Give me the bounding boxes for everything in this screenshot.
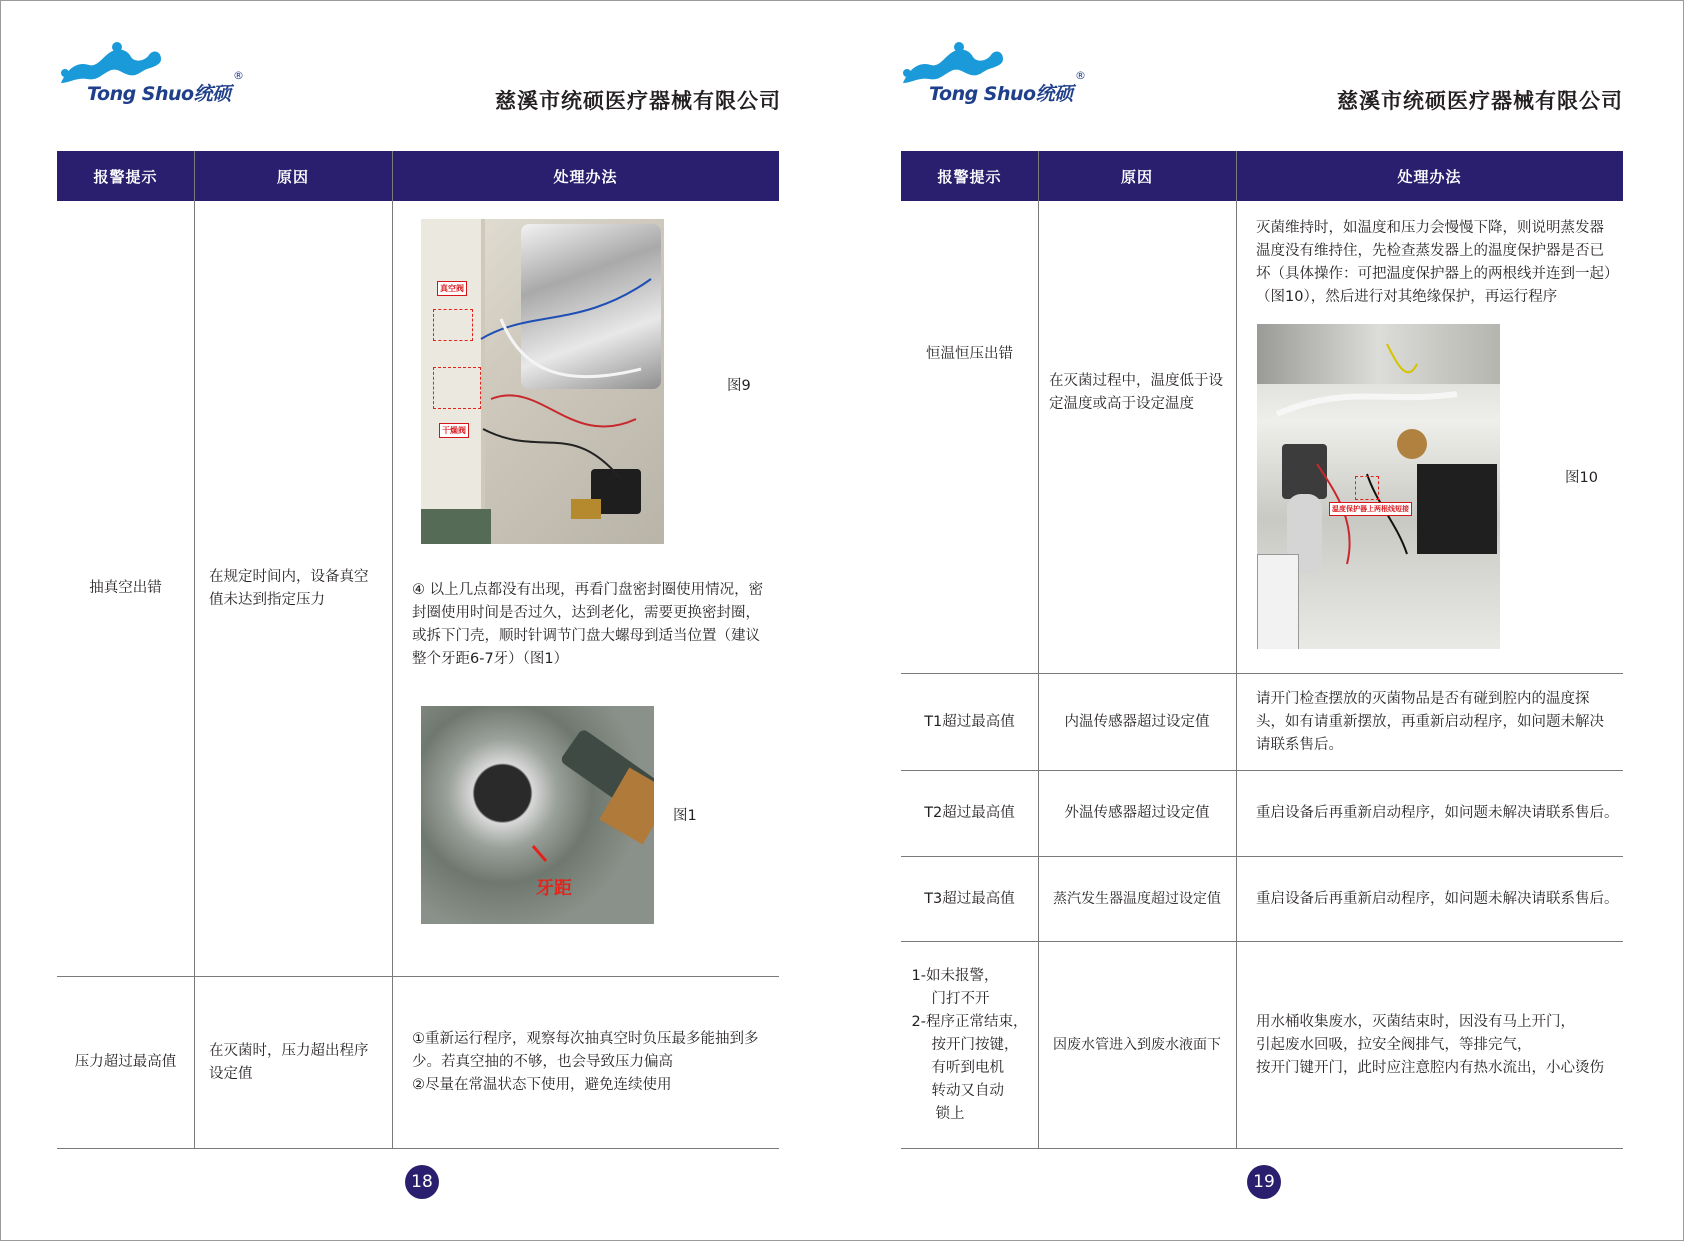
alarm-line: 锁上 xyxy=(935,1105,965,1122)
cause-cell xyxy=(209,977,369,1148)
alarm-cell xyxy=(901,942,1038,1148)
alarm-cell: 压力超过最高值 xyxy=(74,1054,177,1070)
header-alarm: 报警提示 xyxy=(93,167,158,186)
cause-cell: 蒸汽发生器温度超过设定值 xyxy=(1053,890,1221,907)
page-19 xyxy=(843,1,1684,1242)
solution-line: ①重新运行程序，观察每次抽真空时负压最多能抽到多少。若真空抽的不够，也会导致压力偏高 xyxy=(412,1031,759,1070)
column-divider xyxy=(1236,151,1237,1149)
alarm-cell: 抽真空出错 xyxy=(89,580,162,596)
page-number: 19 xyxy=(1247,1165,1281,1199)
solution-cell xyxy=(1256,857,1623,941)
alarm-line: 按开门按键， xyxy=(931,1036,1019,1053)
column-divider xyxy=(194,151,195,1149)
row-divider xyxy=(57,1148,779,1149)
alarm-line: 1-如未报警， xyxy=(911,967,999,984)
solution-text: 灭菌维持时，如温度和压力会慢慢下降，则说明蒸发器温度没有维持住，先检查蒸发器上的温度保护器是否已坏（具体操作：可把温度保护器上的两根线并连到一起）（图10），然后进行对其绝缘保护，再运行程序 xyxy=(1256,220,1612,305)
header-solution: 处理办法 xyxy=(1397,167,1462,186)
figure-9-photo xyxy=(421,219,664,544)
solution-line: ②尽量在常温状态下使用，避免连续使用 xyxy=(412,1077,672,1093)
company-name: 慈溪市统硕医疗器械有限公司 xyxy=(495,89,781,113)
registered-mark: ® xyxy=(1075,69,1086,82)
alarm-line: 2-程序正常结束， xyxy=(911,1013,1028,1030)
solution-cell xyxy=(1256,771,1623,856)
cause-text: 在灭菌过程中，温度低于设定温度或高于设定温度 xyxy=(1049,372,1223,412)
cause-text: 在灭菌时，压力超出程序设定值 xyxy=(209,1042,369,1082)
alarm-cell: T2超过最高值 xyxy=(924,805,1015,821)
alarm-cell: T3超过最高值 xyxy=(924,890,1015,907)
figure-10-label: 图10 xyxy=(1565,470,1598,486)
solution-text: 重启设备后再重新启动程序，如问题未解决请联系售后。 xyxy=(1256,805,1619,821)
header-cause: 原因 xyxy=(276,167,309,186)
solution-note: ④ 以上几点都没有出现，再看门盘密封圈使用情况，密封圈使用时间是否过久，达到老化，需要更换密封圈，或拆下门壳，顺时针调节门盘大螺母到适当位置（建议整个牙距6-7牙）（图1） xyxy=(412,582,764,667)
tag-thread-pitch: 牙距 xyxy=(536,878,572,899)
alarm-cell: T1超过最高值 xyxy=(924,713,1015,730)
highlight-box xyxy=(1355,476,1379,500)
column-divider xyxy=(392,151,393,1149)
registered-mark: ® xyxy=(233,69,244,82)
highlight-box xyxy=(433,309,473,341)
cause-cell: 因废水管进入到废水液面下 xyxy=(1053,1036,1221,1053)
figure-10-photo xyxy=(1257,324,1500,649)
cause-cell xyxy=(209,201,377,976)
table-header xyxy=(57,151,779,201)
alarm-line: 有听到电机 xyxy=(931,1059,1005,1076)
row-divider xyxy=(901,1148,1623,1149)
solution-cell xyxy=(1256,674,1618,770)
cause-text: 在规定时间内，设备真空值未达到指定压力 xyxy=(209,568,369,608)
table-header xyxy=(901,151,1623,201)
brand-logo xyxy=(899,39,1089,109)
tag-thermal-protector: 温度保护器上两根线短接 xyxy=(1329,502,1412,516)
solution-line: 引起废水回吸，拉安全阀排气，等排完气， xyxy=(1256,1036,1532,1053)
page-18 xyxy=(1,1,843,1242)
tag-dry-valve: 干燥阀 xyxy=(439,423,469,438)
alarm-line: 转动又自动 xyxy=(931,1082,1005,1099)
logo-wordmark: Tong Shuo统硕 xyxy=(87,83,231,105)
solution-line: 用水桶收集废水，灭菌结束时，因没有马上开门， xyxy=(1256,1013,1575,1030)
figure-1-photo xyxy=(421,706,654,924)
solution-line: 按开门键开门，此时应注意腔内有热水流出，小心烫伤 xyxy=(1256,1059,1604,1076)
solution-cell xyxy=(412,977,767,1148)
brand-logo xyxy=(57,39,247,109)
solution-text: 重启设备后再重新启动程序，如问题未解决请联系售后。 xyxy=(1256,890,1619,907)
header-alarm: 报警提示 xyxy=(937,167,1002,186)
alarm-cell: 恒温恒压出错 xyxy=(926,346,1013,362)
cause-cell: 内温传感器超过设定值 xyxy=(1064,713,1210,730)
tag-vacuum-valve: 真空阀 xyxy=(437,281,467,296)
logo-wordmark: Tong Shuo统硕 xyxy=(929,83,1073,105)
company-name: 慈溪市统硕医疗器械有限公司 xyxy=(1337,89,1623,113)
header-cause: 原因 xyxy=(1120,167,1153,186)
figure-1-label: 图1 xyxy=(673,808,697,824)
solution-cell xyxy=(1256,942,1623,1148)
page-number: 18 xyxy=(405,1165,439,1199)
cause-cell: 外温传感器超过设定值 xyxy=(1064,805,1210,821)
cause-cell xyxy=(1049,201,1229,584)
header-solution: 处理办法 xyxy=(553,167,618,186)
troubleshooting-table xyxy=(57,151,779,1149)
solution-text: 请开门检查摆放的灭菌物品是否有碰到腔内的温度探头，如有请重新摆放，再重新启动程序，如问题未解决请联系售后。 xyxy=(1256,690,1604,753)
alarm-line: 门打不开 xyxy=(931,990,990,1007)
troubleshooting-table xyxy=(901,151,1623,1149)
figure-9-label: 图9 xyxy=(727,378,751,394)
highlight-box xyxy=(433,367,481,409)
